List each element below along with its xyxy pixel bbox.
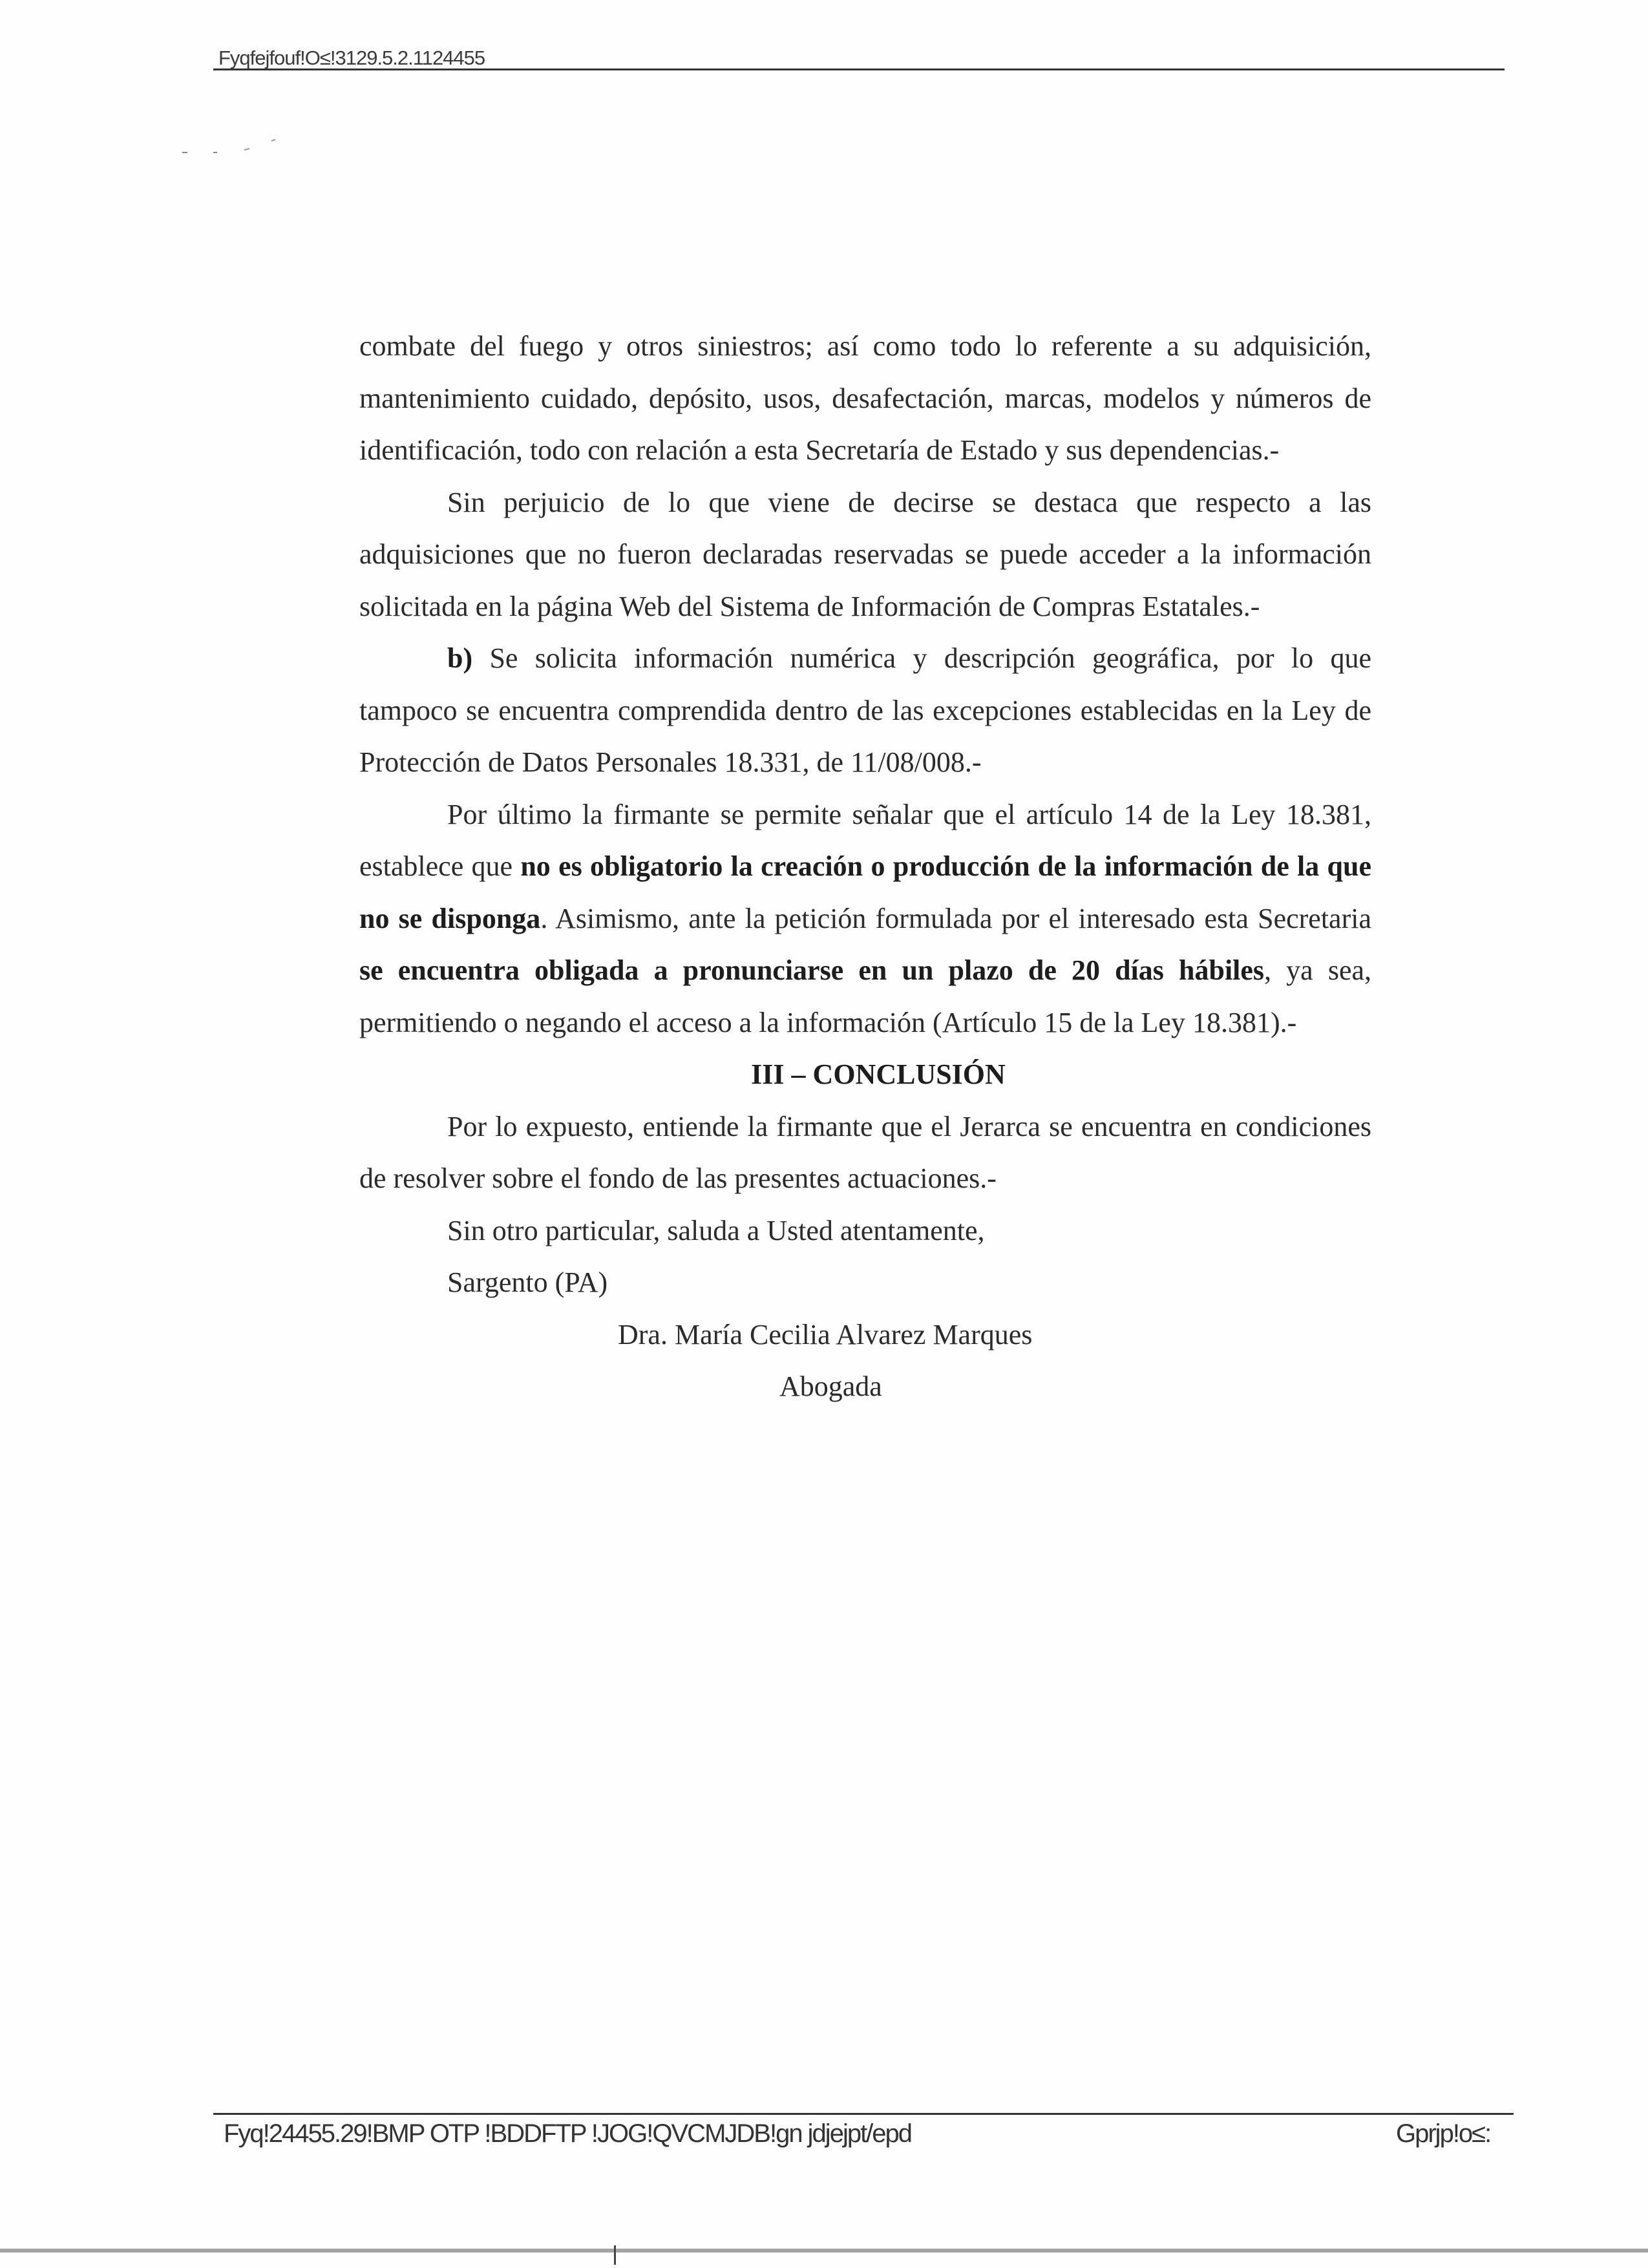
scan-tick-mark [614, 2245, 616, 2265]
paragraph-b [359, 633, 1371, 789]
paragraph-text: , ya sea, permitiendo o negando el acceso a la información (Artículo 15 de la Ley 18.381).- [359, 954, 1371, 1038]
footer-file-path: Fyq!24455.29!BMP OTP !BDDFTP !JOG!QVCMJDB!gn jdjejpt/epd [224, 2119, 912, 2148]
document-body [359, 320, 1371, 1413]
paragraph-conclusion: Por lo expuesto, entiende la firmante que el Jerarca se encuentra en condiciones de resolver sobre el fondo de las presentes actuaciones.- [359, 1110, 1371, 1194]
header-rule [213, 68, 1505, 70]
signer-name: Dra. María Cecilia Alvarez Marques [618, 1318, 1033, 1350]
footer-page-number: Gprjp!o≤: [1396, 2119, 1491, 2148]
paragraph-b-text: Se solicita información numérica y descripción geográfica, por lo que tampoco se encuentra comprendida dentro de las excepciones establecidas en la Ley de Protección de Datos Personales 18.331, de 11/08/008.- [359, 642, 1371, 778]
rank-line: Sargento (PA) [447, 1266, 608, 1298]
closing-line: Sin otro particular, saluda a Usted atentamente, [447, 1214, 985, 1246]
header-document-code: Fyqfejfouf!O≤!3129.5.2.1124455 [218, 47, 485, 69]
section-heading-conclusion: III – CONCLUSIÓN [751, 1058, 1006, 1090]
scan-marks [181, 137, 278, 156]
paragraph-compras-estatales: Sin perjuicio de lo que viene de decirse se destaca que respecto a las adquisiciones que no fueron declaradas reservadas se puede acceder a la información solicitada en la página Web del Sistema de Información de Compras Estatales.- [359, 486, 1371, 622]
item-label-b: b) [447, 642, 473, 674]
scan-bottom-edge [0, 2249, 1648, 2252]
signer-role: Abogada [779, 1370, 882, 1402]
bold-phrase: se encuentra obligada a pronunciarse en un plazo de 20 días hábiles [359, 954, 1265, 986]
paragraph-ley-18381 [359, 789, 1371, 1049]
paragraph-text: Por último la firmante se permite señalar que el artículo 14 de la Ley 18.381, establece que [359, 798, 1371, 882]
paragraph-continuation: combate del fuego y otros siniestros; así como todo lo referente a su adquisición, mantenimiento cuidado, depósito, usos, desafectación, marcas, modelos y números de identificación, todo con relación a esta Secretaría de Estado y sus dependencias.- [359, 330, 1371, 466]
paragraph-text: . Asimismo, ante la petición formulada por el interesado esta Secretaria [540, 902, 1371, 934]
footer-rule [213, 2113, 1514, 2115]
bold-phrase: no es obligatorio la creación o producción de la información de la que no se disponga [359, 850, 1372, 934]
